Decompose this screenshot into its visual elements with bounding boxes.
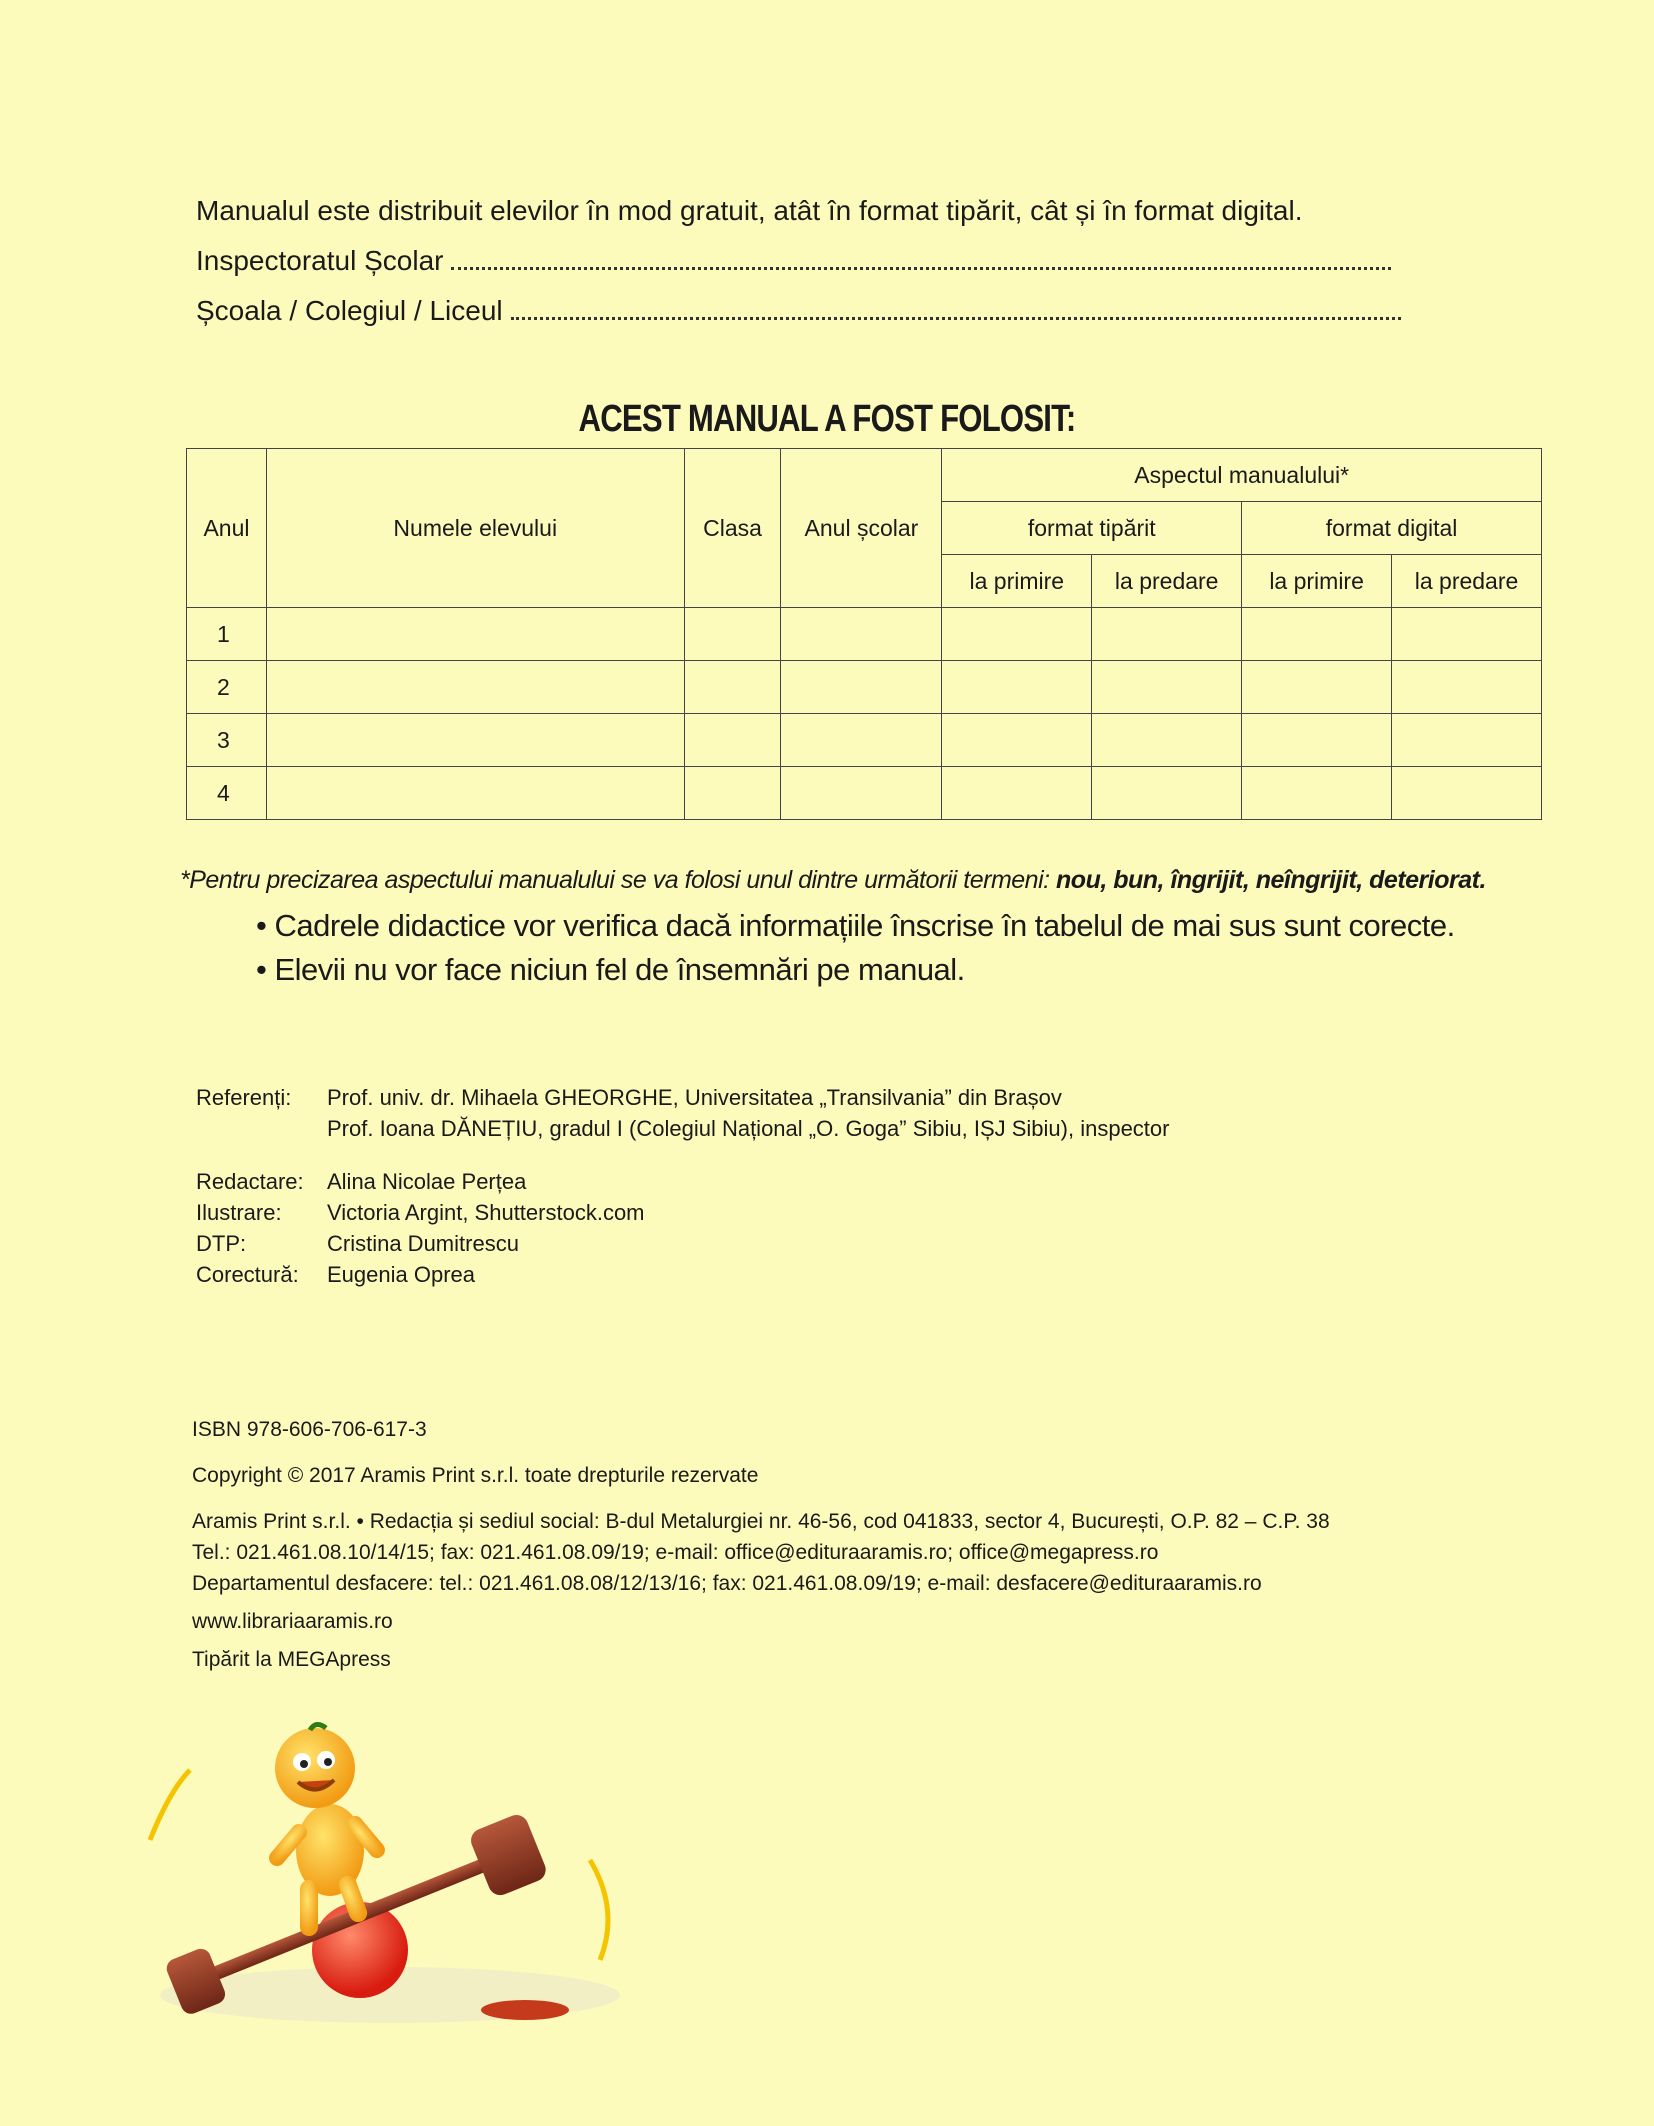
cell (1092, 608, 1242, 661)
isbn: ISBN 978-606-706-617-3 (192, 1418, 427, 1441)
table-row (187, 767, 1542, 820)
name-cell (266, 767, 684, 820)
staff-value: Alina Nicolae Perțea (327, 1169, 527, 1194)
table-title: ACEST MANUAL A FOST FOLOSIT: (578, 398, 1076, 440)
cell (1242, 714, 1392, 767)
inspectorate-dots (451, 267, 1391, 270)
class-cell (684, 714, 781, 767)
footnote-terms: nou, bun, îngrijit, neîngrijit, deteriorat (1056, 866, 1480, 894)
staff-label: Ilustrare: (196, 1200, 282, 1225)
cell (1392, 661, 1542, 714)
header-numele: Numele elevului (266, 449, 684, 608)
staff-label: Redactare: (196, 1169, 304, 1194)
header-anul-scolar: Anul școlar (781, 449, 942, 608)
header-format-tiparit: format tipărit (942, 502, 1242, 555)
school-label: Școala / Colegiul / Liceul (196, 295, 503, 326)
staff-label: DTP: (196, 1231, 247, 1256)
year-cell (781, 608, 942, 661)
publisher-address: Aramis Print s.r.l. • Redacția și sediul social: B-dul Metalurgiei nr. 46-56, cod 041833, sector 4, București, O.P. 82 – C.P. 38 (192, 1510, 1330, 1533)
cell (1392, 767, 1542, 820)
staff-row (196, 1197, 645, 1228)
distribution-notice: Manualul este distribuit elevilor în mod gratuit, atât în format tipărit, cât și în format digital. (196, 195, 1303, 226)
cell (942, 661, 1092, 714)
name-cell (266, 608, 684, 661)
staff-block (196, 1166, 645, 1290)
class-cell (684, 608, 781, 661)
cell (1242, 767, 1392, 820)
row-number: 3 (187, 714, 267, 767)
school-line (196, 286, 1401, 336)
name-cell (266, 661, 684, 714)
year-cell (781, 714, 942, 767)
cell (1392, 714, 1542, 767)
copyright: Copyright © 2017 Aramis Print s.r.l. toate drepturile rezervate (192, 1464, 759, 1487)
class-cell (684, 661, 781, 714)
name-cell (266, 714, 684, 767)
gavel-block (481, 2000, 569, 2020)
header-la-primire: la primire (1242, 555, 1392, 608)
rule-item: • Elevii nu vor face niciun fel de însemnări pe manual. (256, 948, 1455, 992)
cell (942, 714, 1092, 767)
footnote-text: *Pentru precizarea aspectului manualului se va folosi unul dintre următorii termeni: (180, 866, 1057, 894)
sales-department: Departamentul desfacere: tel.: 021.461.08.08/12/13/16; fax: 021.461.08.09/19; e-mail: desfacere@edituraaramis.ro (192, 1572, 1262, 1595)
inspectorate-label: Inspectoratul Școlar (196, 245, 444, 276)
staff-label: Corectură: (196, 1262, 299, 1287)
staff-row (196, 1259, 645, 1290)
header-format-digital: format digital (1242, 502, 1542, 555)
staff-value: Victoria Argint, Shutterstock.com (327, 1200, 645, 1225)
usage-table (186, 448, 1542, 820)
school-dots (511, 317, 1401, 320)
referent-2: Prof. Ioana DĂNEȚIU, gradul I (Colegiul Național „O. Goga” Sibiu, IȘJ Sibiu), inspector (327, 1116, 1170, 1141)
website-link[interactable]: www.librariaaramis.ro (192, 1610, 393, 1633)
referents-block (196, 1082, 1169, 1144)
cell (1092, 661, 1242, 714)
motion-line (590, 1860, 608, 1960)
intro-block (196, 186, 1401, 336)
class-cell (684, 767, 781, 820)
staff-row (196, 1228, 645, 1259)
cell (942, 608, 1092, 661)
header-aspect: Aspectul manualului* (942, 449, 1542, 502)
printer: Tipărit la MEGApress (192, 1648, 391, 1671)
row-number: 2 (187, 661, 267, 714)
motion-line (150, 1770, 190, 1840)
staff-value: Eugenia Oprea (327, 1262, 475, 1287)
rules-list (256, 904, 1455, 992)
staff-row (196, 1166, 645, 1197)
footnote-period: . (1479, 866, 1486, 894)
header-clasa: Clasa (684, 449, 781, 608)
cell (942, 767, 1092, 820)
row-number: 4 (187, 767, 267, 820)
table-row (187, 608, 1542, 661)
cell (1092, 714, 1242, 767)
rule-item: • Cadrele didactice vor verifica dacă informațiile înscrise în tabelul de mai sus sunt corecte. (256, 904, 1455, 948)
cell (1092, 767, 1242, 820)
table-row (187, 661, 1542, 714)
publisher-contact: Tel.: 021.461.08.10/14/15; fax: 021.461.08.09/19; e-mail: office@edituraaramis.ro; office@megapress.ro (192, 1541, 1159, 1564)
header-la-predare: la predare (1392, 555, 1542, 608)
header-la-predare: la predare (1092, 555, 1242, 608)
inspectorate-line (196, 236, 1401, 286)
referent-1: Prof. univ. dr. Mihaela GHEORGHE, Universitatea „Transilvania” din Brașov (327, 1085, 1062, 1110)
row-number: 1 (187, 608, 267, 661)
header-la-primire: la primire (942, 555, 1092, 608)
mascot-illustration (130, 1700, 650, 2030)
aspect-footnote (180, 866, 1486, 895)
cell (1242, 661, 1392, 714)
year-cell (781, 767, 942, 820)
referents-label: Referenți: (196, 1085, 292, 1110)
table-row (187, 714, 1542, 767)
staff-value: Cristina Dumitrescu (327, 1231, 519, 1256)
year-cell (781, 661, 942, 714)
cell (1392, 608, 1542, 661)
cell (1242, 608, 1392, 661)
header-anul: Anul (187, 449, 267, 608)
